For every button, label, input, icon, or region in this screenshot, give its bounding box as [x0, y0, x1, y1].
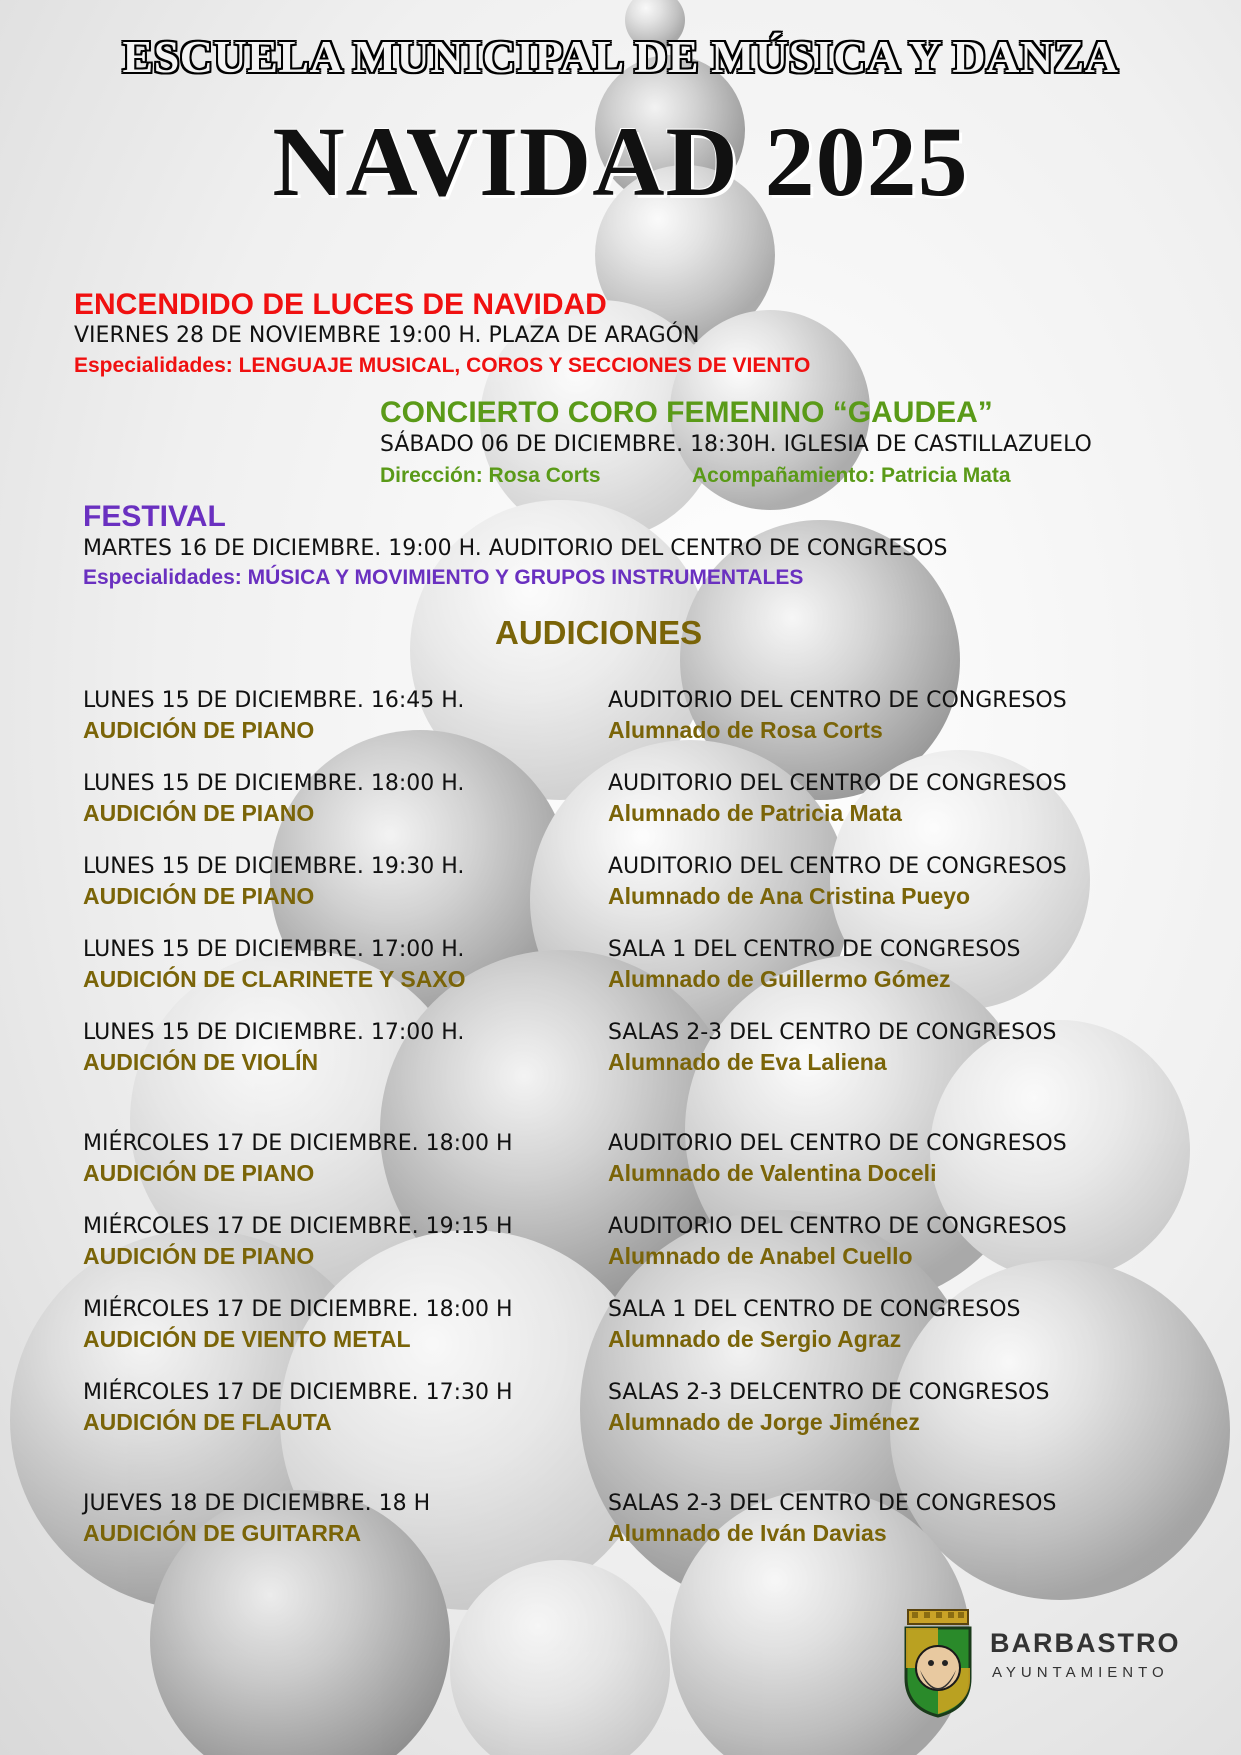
audition-where: SALA 1 DEL CENTRO DE CONGRESOS — [608, 937, 1021, 962]
audition-item — [0, 1020, 1241, 1076]
festival-heading: FESTIVAL — [83, 500, 226, 533]
audition-where: SALAS 2-3 DEL CENTRO DE CONGRESOS — [608, 1491, 1057, 1516]
audition-item — [0, 771, 1241, 827]
audition-what: AUDICIÓN DE PIANO — [83, 717, 315, 743]
audition-where: AUDITORIO DEL CENTRO DE CONGRESOS — [608, 771, 1067, 796]
audition-item — [0, 937, 1241, 993]
audition-who: Alumnado de Ana Cristina Pueyo — [608, 883, 971, 909]
concierto-when: SÁBADO 06 DE DICIEMBRE. 18:30H. IGLESIA DE CASTILLAZUELO — [380, 432, 1092, 457]
audition-who: Alumnado de Guillermo Gómez — [608, 966, 951, 992]
audition-when: LUNES 15 DE DICIEMBRE. 17:00 H. — [83, 937, 465, 962]
school-title: ESCUELA MUNICIPAL DE MÚSICA Y DANZA — [122, 31, 1119, 82]
audition-who: Alumnado de Eva Laliena — [608, 1049, 887, 1075]
audition-where: SALA 1 DEL CENTRO DE CONGRESOS — [608, 1297, 1021, 1322]
festival-specialties: Especialidades: MÚSICA Y MOVIMIENTO Y GRUPOS INSTRUMENTALES — [83, 566, 804, 589]
audition-when: LUNES 15 DE DICIEMBRE. 17:00 H. — [83, 1020, 465, 1045]
audition-what: AUDICIÓN DE GUITARRA — [83, 1520, 362, 1546]
audition-who: Alumnado de Sergio Agraz — [608, 1326, 902, 1352]
page-title: NAVIDAD 2025 — [272, 106, 969, 217]
audition-where: AUDITORIO DEL CENTRO DE CONGRESOS — [608, 688, 1067, 713]
audition-when: MIÉRCOLES 17 DE DICIEMBRE. 17:30 H — [83, 1380, 513, 1405]
barbastro-name: BARBASTRO — [990, 1628, 1181, 1658]
audition-when: MIÉRCOLES 17 DE DICIEMBRE. 18:00 H — [83, 1131, 513, 1156]
audition-when: LUNES 15 DE DICIEMBRE. 16:45 H. — [83, 688, 465, 713]
audition-where: SALAS 2-3 DEL CENTRO DE CONGRESOS — [608, 1020, 1057, 1045]
audition-what: AUDICIÓN DE VIENTO METAL — [83, 1326, 411, 1352]
barbastro-coat-of-arms-icon — [898, 1608, 978, 1720]
encendido-when: VIERNES 28 DE NOVIEMBRE 19:00 H. PLAZA DE ARAGÓN — [74, 323, 700, 348]
audition-when: MIÉRCOLES 17 DE DICIEMBRE. 18:00 H — [83, 1297, 513, 1322]
audiciones-heading: AUDICIONES — [495, 614, 703, 651]
audition-who: Alumnado de Rosa Corts — [608, 717, 883, 743]
audition-when: LUNES 15 DE DICIEMBRE. 18:00 H. — [83, 771, 465, 796]
audition-item — [0, 1491, 1241, 1547]
audition-who: Alumnado de Jorge Jiménez — [608, 1409, 920, 1435]
audition-item — [0, 1214, 1241, 1270]
audition-who: Alumnado de Anabel Cuello — [608, 1243, 913, 1269]
audition-what: AUDICIÓN DE FLAUTA — [83, 1409, 332, 1435]
audition-who: Alumnado de Valentina Doceli — [608, 1160, 937, 1186]
audition-who: Alumnado de Patricia Mata — [608, 800, 902, 826]
audition-what: AUDICIÓN DE PIANO — [83, 883, 315, 909]
audition-what: AUDICIÓN DE PIANO — [83, 800, 315, 826]
barbastro-subtitle: AYUNTAMIENTO — [992, 1664, 1169, 1681]
audition-item — [0, 1380, 1241, 1436]
audition-when: LUNES 15 DE DICIEMBRE. 19:30 H. — [83, 854, 465, 879]
audition-when: MIÉRCOLES 17 DE DICIEMBRE. 19:15 H — [83, 1214, 513, 1239]
audition-what: AUDICIÓN DE PIANO — [83, 1243, 315, 1269]
audition-what: AUDICIÓN DE CLARINETE Y SAXO — [83, 966, 466, 992]
audition-when: JUEVES 18 DE DICIEMBRE. 18 H — [83, 1491, 431, 1516]
audition-what: AUDICIÓN DE VIOLÍN — [83, 1049, 319, 1075]
concierto-accompaniment: Acompañamiento: Patricia Mata — [692, 464, 1011, 487]
encendido-specialties: Especialidades: LENGUAJE MUSICAL, COROS Y SECCIONES DE VIENTO — [74, 354, 811, 377]
concierto-heading: CONCIERTO CORO FEMENINO “GAUDEA” — [380, 396, 993, 429]
audition-what: AUDICIÓN DE PIANO — [83, 1160, 315, 1186]
festival-when: MARTES 16 DE DICIEMBRE. 19:00 H. AUDITORIO DEL CENTRO DE CONGRESOS — [83, 536, 948, 561]
audition-item — [0, 1131, 1241, 1187]
audition-who: Alumnado de Iván Davias — [608, 1520, 887, 1546]
audition-where: SALAS 2-3 DELCENTRO DE CONGRESOS — [608, 1380, 1050, 1405]
audition-item — [0, 1297, 1241, 1353]
audition-item — [0, 854, 1241, 910]
audition-where: AUDITORIO DEL CENTRO DE CONGRESOS — [608, 1131, 1067, 1156]
audition-item — [0, 688, 1241, 744]
audition-where: AUDITORIO DEL CENTRO DE CONGRESOS — [608, 1214, 1067, 1239]
audition-where: AUDITORIO DEL CENTRO DE CONGRESOS — [608, 854, 1067, 879]
encendido-heading: ENCENDIDO DE LUCES DE NAVIDAD — [74, 288, 607, 321]
concierto-direction: Dirección: Rosa Corts — [380, 464, 601, 487]
